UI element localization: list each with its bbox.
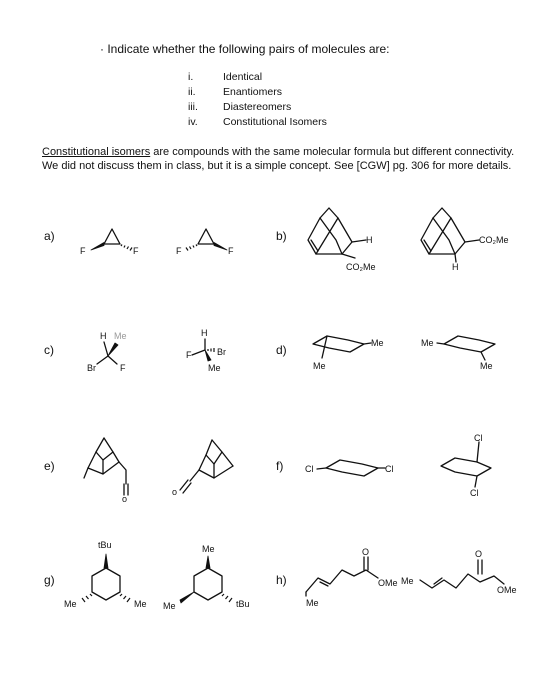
oxygen-label: o [122, 494, 128, 504]
atom-label: OMe [497, 585, 517, 595]
problem-label-a: a) [44, 229, 55, 243]
option-num: iv. [188, 116, 198, 128]
problem-label-g: g) [44, 573, 55, 587]
atom-label: Cl [385, 464, 394, 474]
atom-label: F [120, 363, 126, 373]
molecule-h2-unsaturated-ester [401, 549, 517, 595]
option-label: Constitutional Isomers [223, 116, 327, 128]
atom-label: H [201, 328, 208, 338]
atom-label: Me [306, 598, 319, 608]
atom-label: Me [114, 331, 127, 341]
atom-label: H [100, 331, 107, 341]
atom-label: Me [421, 338, 434, 348]
atom-label: Me [371, 338, 384, 348]
molecule-g2-substituted-cyclohexane [163, 544, 250, 611]
problem-label-b: b) [276, 229, 287, 243]
molecule-a1-difluorocyclopropane [80, 229, 139, 256]
atom-label: Cl [470, 488, 479, 498]
atom-label: Me [480, 361, 493, 371]
atom-label: Cl [305, 464, 314, 474]
molecule-c2-halo-stereocenter [186, 328, 226, 373]
atom-label: O [475, 549, 483, 559]
problem-label-e: e) [44, 459, 55, 473]
molecule-g1-substituted-cyclohexane [64, 540, 147, 609]
atom-label: H [366, 235, 373, 245]
oxygen-label: o [172, 487, 178, 497]
molecule-b2-norbornene-ester [421, 208, 509, 272]
atom-label: O [362, 547, 370, 557]
atom-label: F [228, 246, 234, 256]
atom-label: CO₂Me [346, 262, 376, 272]
atom-label: F [80, 246, 86, 256]
atom-label: Me [163, 601, 176, 611]
atom-label: CO₂Me [479, 235, 509, 245]
atom-label: Br [87, 363, 96, 373]
atom-label: H [452, 262, 459, 272]
option-label: Diastereomers [223, 101, 292, 113]
molecule-f2-dichlorocyclohexane [441, 433, 491, 498]
molecule-a2-difluorocyclopropane [176, 229, 234, 256]
option-label: Enantiomers [223, 86, 282, 98]
instructions-text: Indicate whether the following pairs of molecules are: [107, 42, 390, 56]
problem-label-c: c) [44, 343, 54, 357]
problem-label-f: f) [276, 459, 284, 473]
molecule-e1-norbornanone [84, 438, 128, 504]
atom-label: tBu [236, 599, 250, 609]
molecule-f1-dichlorocyclohexane [305, 460, 394, 476]
atom-label: Cl [474, 433, 483, 443]
molecule-e2-norbornanone [172, 440, 233, 497]
atom-label: Me [64, 599, 77, 609]
molecule-b1-norbornene-ester [308, 208, 376, 272]
molecule-d2-dimethylcyclohexane [421, 336, 495, 371]
molecule-c1-halo-stereocenter [87, 331, 127, 373]
atom-label: Br [217, 347, 226, 357]
atom-label: Me [313, 361, 326, 371]
option-label: Identical [223, 71, 263, 83]
atom-label: tBu [98, 540, 112, 550]
problem-label-d: d) [276, 343, 287, 357]
atom-label: F [186, 350, 192, 360]
molecule-h1-unsaturated-ester [306, 547, 398, 608]
bullet-marker: · [100, 42, 104, 56]
molecule-d1-dimethylcyclohexane [313, 336, 384, 371]
atom-label: F [133, 246, 139, 256]
option-num: ii. [188, 86, 196, 98]
atom-label: Me [208, 363, 221, 373]
atom-label: Me [401, 576, 414, 586]
atom-label: F [176, 246, 182, 256]
problem-label-h: h) [276, 573, 287, 587]
option-num: iii. [188, 101, 198, 113]
atom-label: Me [202, 544, 215, 554]
definition-text: are compounds with the same molecular formula but different connectivity. We did not discuss them in class, but it is a simple concept. See [CGW] pg. 306 for more details. [42, 146, 515, 172]
atom-label: Me [134, 599, 147, 609]
atom-label: OMe [378, 578, 398, 588]
definition-term: Constitutional isomers [42, 146, 151, 158]
option-num: i. [188, 71, 194, 83]
